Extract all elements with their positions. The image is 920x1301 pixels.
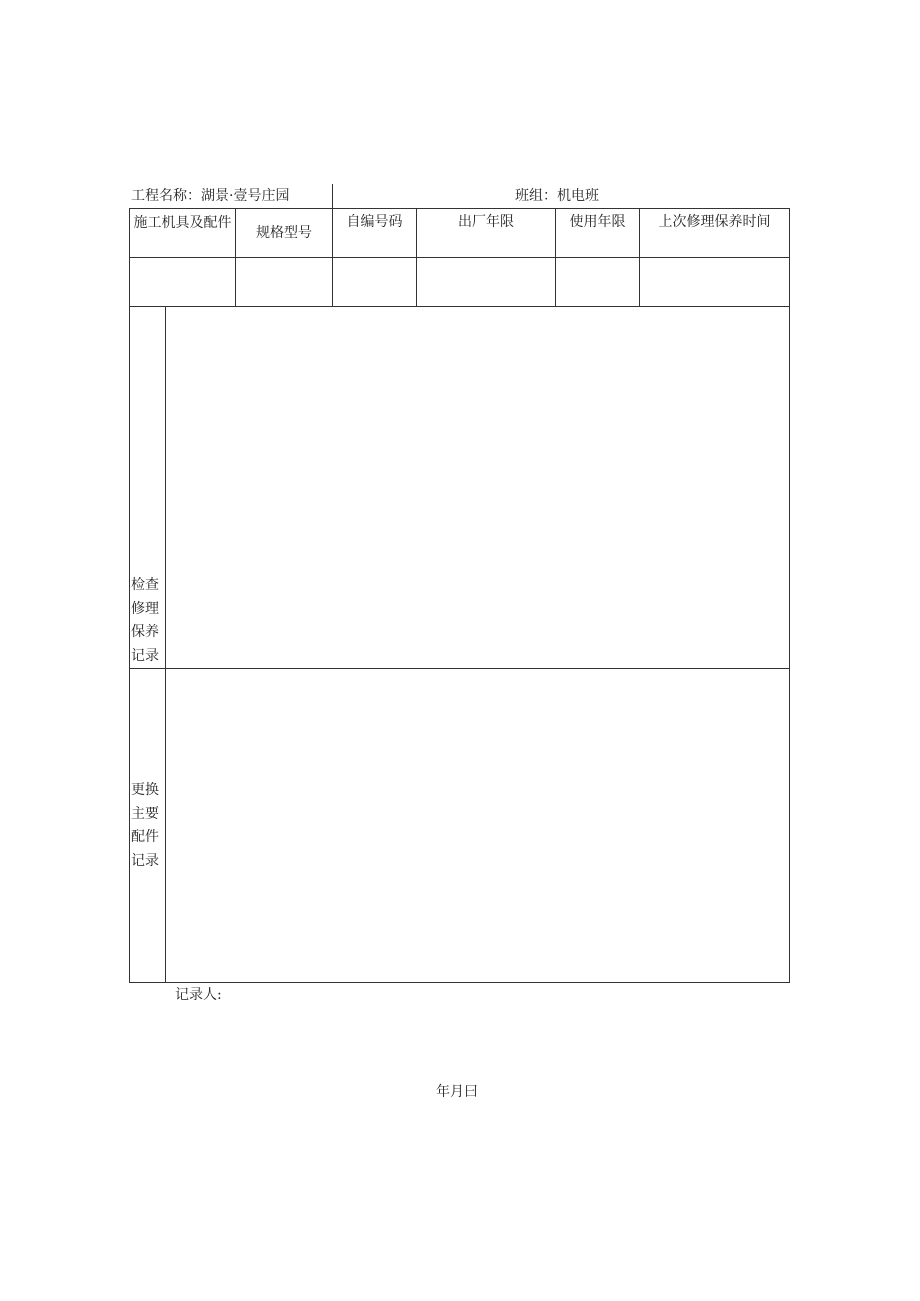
col-header-serial: 自编号码	[346, 214, 403, 230]
table-top-border	[129, 208, 790, 209]
inspection-label-line: 修理	[131, 600, 159, 617]
replacement-label-line: 配件	[131, 829, 159, 845]
date-label: 年月曰	[436, 1084, 478, 1100]
header-divider	[332, 184, 333, 208]
cell-last-maintenance[interactable]	[640, 258, 789, 306]
col-header-model: 规格型号	[256, 225, 312, 241]
cell-model[interactable]	[236, 258, 332, 306]
table-right-border	[789, 208, 790, 983]
replacement-label-line: 主要	[131, 805, 159, 822]
inspection-label-line: 记录	[131, 647, 159, 664]
inspection-label-line: 检查	[131, 577, 159, 593]
inspection-label-line: 保养	[131, 624, 159, 640]
inspection-label	[131, 574, 167, 668]
inspection-record-area[interactable]	[166, 307, 789, 668]
cell-service-life[interactable]	[556, 258, 639, 306]
table-bottom-border	[129, 982, 790, 983]
replacement-record-area[interactable]	[166, 669, 789, 982]
table-left-border	[129, 208, 130, 983]
cell-manufacture-year[interactable]	[417, 258, 555, 306]
col-header-manufacture-year: 出厂年限	[458, 214, 514, 230]
col-header-equipment: 施工机具及配件	[133, 215, 232, 231]
team-name: 班组：机电班	[515, 188, 599, 204]
recorder-label: 记录人:	[175, 987, 222, 1003]
replacement-label	[131, 779, 167, 873]
replacement-label-line: 记录	[131, 852, 159, 869]
replacement-label-line: 更换	[131, 782, 159, 798]
project-name: 工程名称：湖景·壹号庄园	[131, 188, 290, 204]
cell-serial[interactable]	[333, 258, 416, 306]
col-header-service-life: 使用年限	[569, 214, 626, 230]
cell-equipment[interactable]	[130, 258, 235, 306]
col-header-last-maintenance: 上次修理保养时间	[658, 214, 771, 230]
